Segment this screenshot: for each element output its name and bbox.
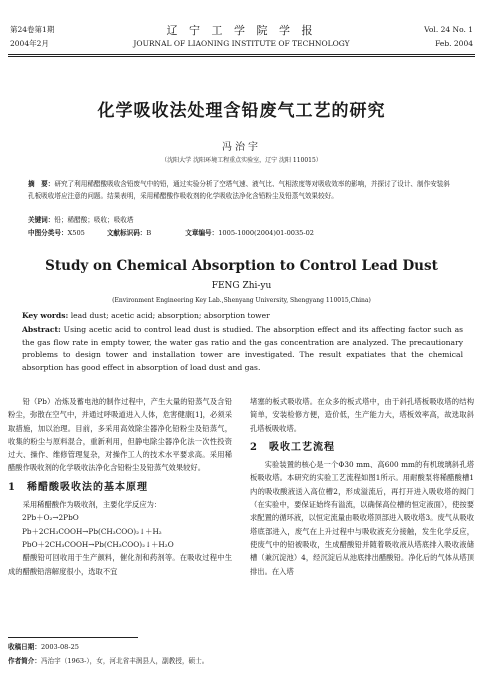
equation-3: PbO＋2CH₃COOH→Pb(CH₃COO)₂↓＋H₂O bbox=[22, 539, 174, 549]
author-bio bbox=[8, 655, 208, 667]
abstract-cn-label: 摘 要： bbox=[28, 180, 55, 188]
header-rule bbox=[8, 54, 475, 55]
paper-title-cn: 化学吸收法处理含铅废气工艺的研究 bbox=[97, 101, 386, 121]
author-en: FENG Zhi-yu bbox=[211, 281, 272, 291]
section-2-heading: 2 吸收工艺流程 bbox=[250, 441, 335, 453]
left-column bbox=[8, 395, 232, 578]
vol-issue-cn: 第24卷第1期 bbox=[10, 25, 55, 34]
bio-value: 冯治宇（1963-），女，河北省丰润县人，副教授，硕士。 bbox=[40, 657, 209, 665]
article-no-label: 文章编号： bbox=[185, 229, 219, 237]
author-cn: 冯治宇 bbox=[222, 142, 261, 153]
clc-value: X505 bbox=[67, 229, 85, 237]
abstract-en bbox=[22, 324, 463, 374]
classification-line bbox=[28, 228, 456, 240]
equation-1: 2Pb＋O₂→2PbO bbox=[22, 513, 79, 523]
bio-label: 作者简介： bbox=[8, 657, 41, 665]
keywords-en-text: lead dust; acetic acid; absorption; absorption tower bbox=[68, 311, 270, 320]
keywords-cn bbox=[28, 215, 456, 227]
right-column bbox=[250, 395, 474, 578]
header-rule-thin bbox=[8, 56, 475, 57]
received-value: 2003-08-25 bbox=[40, 643, 79, 651]
abstract-cn bbox=[28, 179, 456, 202]
process-paragraph: 实验装置的核心是一个Φ30 mm、高600 mm的有机玻璃斜孔塔板吸收塔。本研究的实验工艺流程如图1所示。用耐酸泵将稀醋酸槽1内的吸收酸液送入高位槽2，形成溢流后，再打开进入吸收塔的阀门（在实验中，要保证始终有溢流，以确保高位槽的恒定液面），使按要求配置的循环液，以恒定流量由吸收塔顶部进入吸收塔3。废气从吸收塔底部进入，废气在上升过程中与吸收液充分接触，发生化学反应，使废气中的铅被吸收，生成醋酸铅并随着吸收液从塔底排入吸收液储槽（兼沉淀池）4，经沉淀后从池底排出醋酸铅。净化后的气体从塔顶排出。在入塔 bbox=[250, 460, 474, 576]
doc-code-value: B bbox=[146, 229, 152, 237]
keywords-en bbox=[22, 310, 463, 323]
affiliation-cn: （沈阳大学 沈阳环境工程重点实验室，辽宁 沈阳 110015） bbox=[161, 157, 322, 164]
abstract-cn-text: 研究了利用稀醋酸吸收含铅废气中的铅，通过实验分析了空塔气速、液气比、气相浓度等对吸收效率的影响，并探讨了设计、制作安装斜孔板吸收塔应注意的问题。结果表明，采用稀醋酸作吸收剂的化学吸收法净化含铅粉尘及铅蒸气效果较好。 bbox=[28, 180, 450, 200]
affiliation-en: (Environment Engineering Key Lab.,Shenyang University, Shengyang 110015,China) bbox=[112, 297, 371, 304]
equation-2: Pb＋2CH₃COOH→Pb(CH₃COO)₂↓＋H₂ bbox=[22, 526, 162, 536]
journal-title-en: JOURNAL OF LIAONING INSTITUTE OF TECHNOLOGY bbox=[133, 39, 350, 48]
keywords-cn-label: 关键词： bbox=[28, 216, 55, 224]
journal-title-cn: 辽 宁 工 学 院 学 报 bbox=[166, 24, 317, 37]
doc-code-label: 文献标识码： bbox=[106, 229, 147, 237]
reaction-intro: 采用稀醋酸作为吸收剂，主要化学反应为： bbox=[22, 500, 162, 510]
paper-title-en: Study on Chemical Absorption to Control Lead Dust bbox=[45, 258, 438, 274]
abstract-en-label: Abstract: bbox=[22, 325, 61, 334]
intro-paragraph: 铅（Pb）冶炼及蓄电池的制作过程中，产生大量的铅蒸气及含铅粉尘，弥散在空气中，并通过呼吸道进入人体，危害健康[1]，必须采取措施，加以治理。目前，多采用高效除尘器净化铅粉尘及铅蒸气，收集的粉尘与原料混合，重新利用，但静电除尘器净化法一次性投资过大、操作、维修管理复杂，对操作工人的技术水平要求高。采用稀醋酸作吸收剂的化学吸收法净化含铅粉尘及铅蒸气效果较好。 bbox=[8, 397, 232, 473]
section-1-heading: 1 稀醋酸吸收法的基本原理 bbox=[8, 481, 148, 493]
article-no-value: 1005-1000(2004)01-0035-02 bbox=[218, 229, 314, 237]
clc-label: 中图分类号： bbox=[28, 229, 68, 237]
received-label: 收稿日期： bbox=[8, 643, 41, 651]
abstract-en-text: Using acetic acid to control lead dust is studied. The absorption effect and its affecting factor such as the gas flow rate in empty tower, the water gas ratio and the gas concentration are analyzed. The precautionary problems to design tower and installation tower are investigated. The result expatiates that the chemical absorption has good effect in absorption of load dust and gas. bbox=[22, 325, 463, 372]
keywords-en-label: Key words: bbox=[22, 311, 69, 320]
received-date bbox=[8, 641, 79, 653]
keywords-cn-text: 铅；稀醋酸；吸收；吸收塔 bbox=[54, 216, 134, 224]
continued-paragraph: 堵塞的板式吸收塔。在众多的板式塔中，由于斜孔塔板吸收塔的结构简单，安装检修方便，造价低，生产能力大，塔板效率高，故选取斜孔塔板吸收塔。 bbox=[250, 397, 474, 433]
footnote-rule bbox=[8, 637, 138, 638]
vol-issue-en: Vol. 24 No. 1 bbox=[424, 25, 473, 34]
date-en: Feb. 2004 bbox=[435, 39, 473, 48]
date-cn: 2004年2月 bbox=[10, 39, 49, 48]
after-equations-paragraph: 醋酸铅可回收用于生产颜料，催化剂和药剂等。在吸收过程中生成的醋酸铅溶解度很小，选取不宜 bbox=[8, 553, 232, 576]
